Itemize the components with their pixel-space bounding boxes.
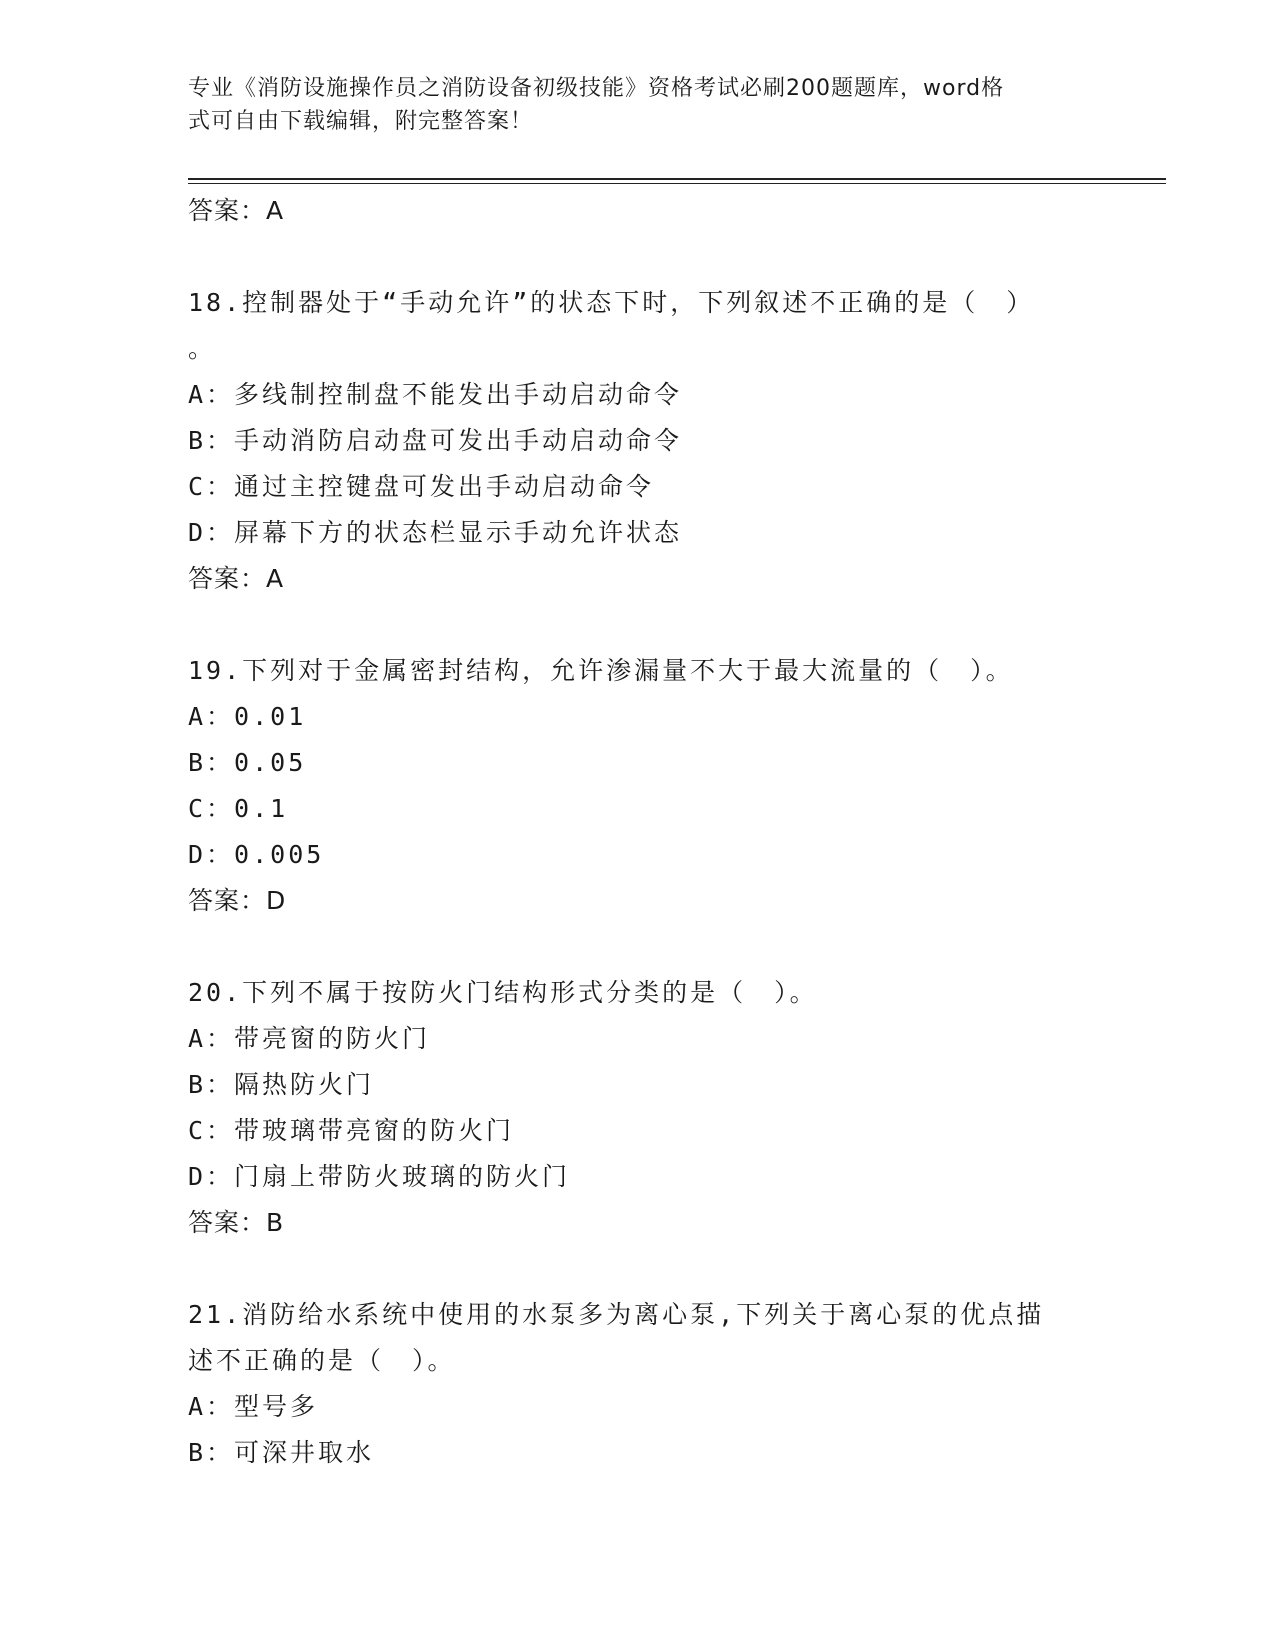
- option-c: C：通过主控键盘可发出手动启动命令: [188, 472, 655, 501]
- header-rule-thick: [188, 178, 1166, 180]
- option-b: B：手动消防启动盘可发出手动启动命令: [188, 426, 683, 455]
- spacer: [188, 234, 1088, 280]
- question-stem: 20.下列不属于按防火门结构形式分类的是（ ）。: [188, 978, 818, 1007]
- question-stem: 。: [188, 334, 217, 363]
- question-stem: 述不正确的是（ ）。: [188, 1346, 456, 1375]
- question-21: [188, 1292, 1088, 1476]
- document-header: [188, 72, 1068, 138]
- question-stem: 18.控制器处于“手动允许”的状态下时，下列叙述不正确的是（ ）: [188, 288, 1035, 317]
- option-d: D：屏幕下方的状态栏显示手动允许状态: [188, 518, 683, 547]
- header-rule-thin: [188, 183, 1166, 184]
- option-a: A：多线制控制盘不能发出手动启动命令: [188, 380, 683, 409]
- header-line-2: 式可自由下载编辑，附完整答案！: [188, 109, 534, 134]
- question-18: [188, 280, 1088, 602]
- option-a: A：型号多: [188, 1392, 319, 1421]
- option-b: B：隔热防火门: [188, 1070, 375, 1099]
- answer: 答案：B: [188, 1208, 285, 1237]
- question-stem: 19.下列对于金属密封结构，允许渗漏量不大于最大流量的（ ）。: [188, 656, 1014, 685]
- spacer: [188, 924, 1088, 970]
- question-list: [188, 188, 1088, 1476]
- question-20: [188, 970, 1088, 1246]
- spacer: [188, 1246, 1088, 1292]
- answer-17: 答案：A: [188, 196, 285, 225]
- option-a: A：带亮窗的防火门: [188, 1024, 431, 1053]
- option-a: A：0.01: [188, 702, 307, 731]
- spacer: [188, 602, 1088, 648]
- question-stem: 21.消防给水系统中使用的水泵多为离心泵,下列关于离心泵的优点描: [188, 1300, 1045, 1329]
- option-c: C：0.1: [188, 794, 289, 823]
- option-c: C：带玻璃带亮窗的防火门: [188, 1116, 515, 1145]
- option-d: D：门扇上带防火玻璃的防火门: [188, 1162, 571, 1191]
- answer: 答案：D: [188, 886, 287, 915]
- option-b: B：0.05: [188, 748, 307, 777]
- option-b: B：可深井取水: [188, 1438, 375, 1467]
- option-d: D：0.005: [188, 840, 325, 869]
- question-19: [188, 648, 1088, 924]
- header-line-1: 专业《消防设施操作员之消防设备初级技能》资格考试必刷200题题库，word格: [188, 76, 1005, 101]
- answer: 答案：A: [188, 564, 285, 593]
